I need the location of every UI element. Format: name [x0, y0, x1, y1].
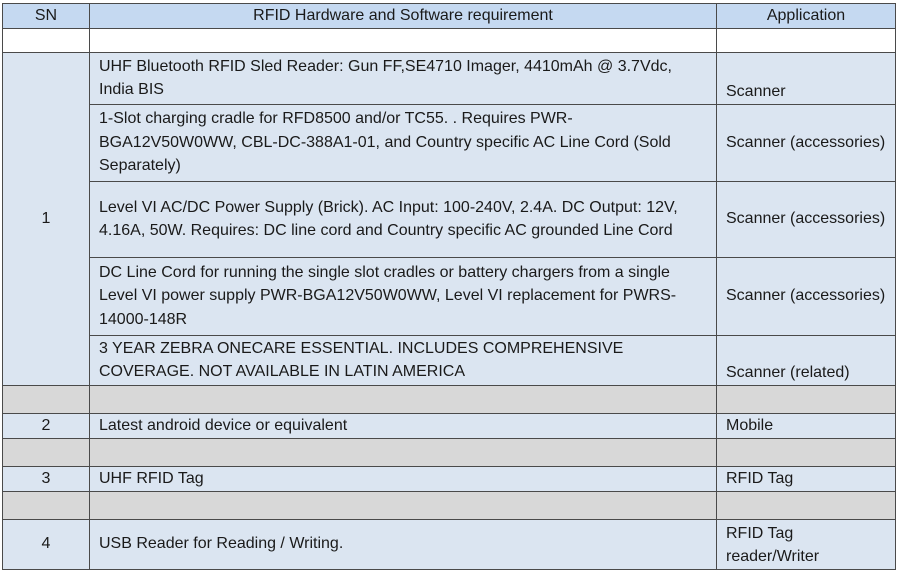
application-cell: RFID Tag [717, 466, 896, 491]
requirement-cell: UHF Bluetooth RFID Sled Reader: Gun FF,SE4710 Imager, 4410mAh @ 3.7Vdc, India BIS [90, 52, 717, 104]
table-row [3, 257, 896, 335]
separator-row [3, 385, 896, 413]
sn-cell: 1 [3, 52, 90, 385]
table-row [3, 181, 896, 257]
application-cell: Scanner (accessories) [717, 257, 896, 335]
application-cell: Scanner [717, 52, 896, 104]
requirement-cell: Latest android device or equivalent [90, 413, 717, 438]
requirement-cell: Level VI AC/DC Power Supply (Brick). AC Input: 100-240V, 2.4A. DC Output: 12V, 4.16A, 50W. Requires: DC line cord and Country specific AC grounded Line Cord [90, 181, 717, 257]
header-sn: SN [3, 4, 90, 29]
table-row [3, 466, 896, 491]
header-application: Application [717, 4, 896, 29]
requirement-cell: DC Line Cord for running the single slot cradles or battery chargers from a single Level VI power supply PWR-BGA12V50W0WW, Level VI replacement for PWRS-14000-148R [90, 257, 717, 335]
requirement-cell: UHF RFID Tag [90, 466, 717, 491]
separator-row [3, 491, 896, 519]
requirement-cell: USB Reader for Reading / Writing. [90, 519, 717, 569]
table-row [3, 335, 896, 385]
requirements-table [2, 3, 896, 570]
table-row [3, 52, 896, 104]
requirement-cell: 3 YEAR ZEBRA ONECARE ESSENTIAL. INCLUDES COMPREHENSIVE COVERAGE. NOT AVAILABLE IN LATIN AMERICA [90, 335, 717, 385]
application-cell: Scanner (related) [717, 335, 896, 385]
sn-cell: 4 [3, 519, 90, 569]
table-header-row [3, 4, 896, 29]
application-cell: Scanner (accessories) [717, 181, 896, 257]
blank-row [3, 28, 896, 52]
header-requirement: RFID Hardware and Software requirement [90, 4, 717, 29]
separator-row [3, 438, 896, 466]
sn-cell: 3 [3, 466, 90, 491]
table-row [3, 104, 896, 181]
requirement-cell: 1-Slot charging cradle for RFD8500 and/or TC55. . Requires PWR-BGA12V50W0WW, CBL-DC-388A1-01, and Country specific AC Line Cord (Sold Separately) [90, 104, 717, 181]
application-cell: Scanner (accessories) [717, 104, 896, 181]
sn-cell: 2 [3, 413, 90, 438]
table-row [3, 413, 896, 438]
application-cell: Mobile [717, 413, 896, 438]
application-cell: RFID Tag reader/Writer [717, 519, 896, 569]
table-row [3, 519, 896, 569]
